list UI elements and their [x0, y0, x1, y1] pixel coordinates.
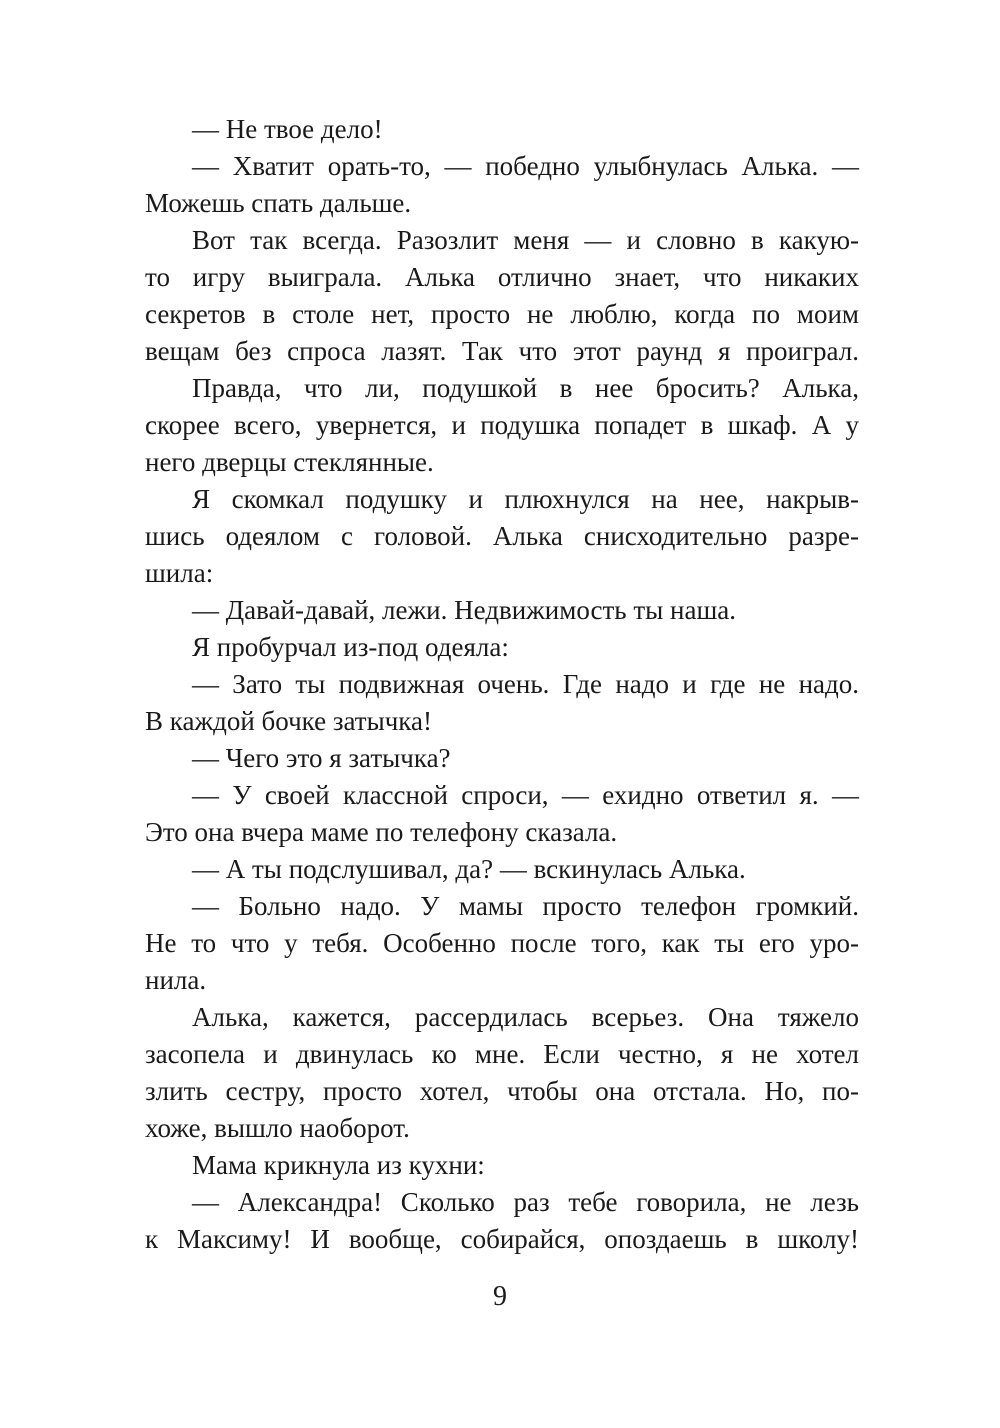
text-line: шись одеялом с головой. Алька снисходительно разре-: [145, 521, 859, 551]
text-line: Алька, кажется, рассердилась всерьез. Она тяжело: [192, 1002, 859, 1032]
text-line: хоже, вышло наоборот.: [145, 1113, 410, 1143]
text-line: Вот так всегда. Разозлит меня — и словно в какую-: [192, 225, 859, 255]
text-line: злить сестру, просто хотел, чтобы она отстала. Но, по-: [145, 1076, 859, 1106]
text-line: вещам без спроса лазят. Так что этот раунд я проиграл.: [145, 336, 859, 366]
text-line: — Хватит орать-то, — победно улыбнулась Алька. —: [192, 151, 859, 181]
text-line: — Давай-давай, лежи. Недвижимость ты наша.: [192, 595, 736, 625]
text-line: к Максиму! И вообще, собирайся, опоздаешь в школу!: [145, 1224, 859, 1254]
text-line: Правда, что ли, подушкой в нее бросить? Алька,: [192, 373, 859, 403]
text-line: Я скомкал подушку и плюхнулся на нее, накрыв-: [192, 484, 859, 514]
text-line: В каждой бочке затычка!: [145, 706, 432, 736]
page-number: 9: [493, 1281, 507, 1312]
text-line: засопела и двинулась ко мне. Если честно, я не хотел: [145, 1039, 859, 1069]
text-line: — Не твое дело!: [192, 114, 383, 144]
text-line: — Зато ты подвижная очень. Где надо и где не надо.: [192, 669, 859, 699]
text-line: — А ты подслушивал, да? — вскинулась Алька.: [192, 854, 746, 884]
text-line: нила.: [145, 965, 207, 995]
text-line: него дверцы стеклянные.: [145, 447, 434, 477]
text-line: Я пробурчал из-под одеяла:: [192, 632, 509, 662]
text-line: — Больно надо. У мамы просто телефон громкий.: [192, 891, 859, 921]
text-line: — Чего это я затычка?: [192, 743, 451, 773]
text-line: — У своей классной спроси, — ехидно ответил я. —: [192, 780, 859, 810]
text-line: то игру выиграла. Алька отлично знает, что никаких: [145, 262, 859, 292]
text-line: Мама крикнула из кухни:: [192, 1150, 485, 1180]
text-line: секретов в столе нет, просто не люблю, когда по моим: [145, 299, 859, 329]
text-line: скорее всего, увернется, и подушка попадет в шкаф. А у: [145, 410, 859, 440]
text-line: Не то что у тебя. Особенно после того, как ты его уро-: [145, 928, 859, 958]
text-line: — Александра! Сколько раз тебе говорила, не лезь: [192, 1187, 859, 1217]
text-line: шила:: [145, 558, 214, 588]
text-line: Можешь спать дальше.: [145, 188, 412, 218]
text-line: Это она вчера маме по телефону сказала.: [145, 817, 618, 847]
